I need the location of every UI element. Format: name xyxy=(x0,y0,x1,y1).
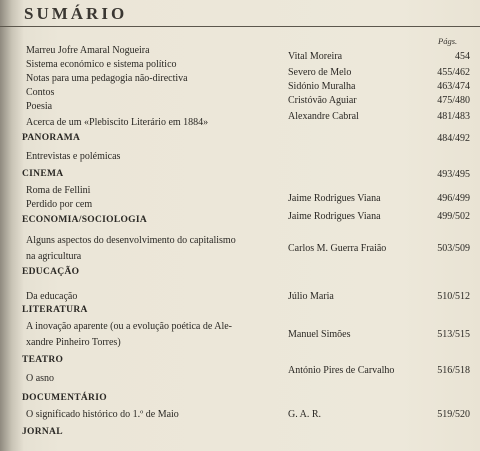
entry-pages: 513/515 xyxy=(437,329,470,340)
toc-entry-row xyxy=(0,234,480,247)
entry-pages: 454 xyxy=(455,51,470,62)
entry-title: Acerca de um «Plebiscito Literário em 1884» xyxy=(26,117,209,128)
entry-author: Carlos M. Guerra Fraião xyxy=(288,243,387,254)
toc-entry-row xyxy=(0,67,480,85)
entry-title: Sistema económico e sistema político xyxy=(26,59,177,70)
section-heading: CINEMA xyxy=(22,169,64,179)
section-heading: DOCUMENTÁRIO xyxy=(22,393,107,403)
toc-entry-row xyxy=(0,290,480,303)
entry-title: xandre Pinheiro Torres) xyxy=(26,337,121,348)
toc-section-row xyxy=(0,211,480,227)
entry-pages: 510/512 xyxy=(437,291,470,302)
entry-pages: 516/518 xyxy=(437,365,470,376)
toc-entry-row xyxy=(0,365,480,385)
page-title: SUMÁRIO xyxy=(24,4,128,23)
entry-title: Poesia xyxy=(26,101,53,112)
toc-section-row xyxy=(0,392,480,405)
title-rule xyxy=(0,26,480,27)
entry-pages: 493/495 xyxy=(437,169,470,180)
toc-entry-row xyxy=(0,111,480,129)
entry-title: A inovação aparente (ou a evolução poética de Ale- xyxy=(26,321,233,332)
entry-author: António Pires de Carvalho xyxy=(288,365,395,376)
entry-author: Jaime Rodrigues Viana xyxy=(288,193,381,204)
entry-author: Júlio Maria xyxy=(288,291,334,302)
entry-pages: 475/480 xyxy=(437,95,470,106)
section-heading: JORNAL xyxy=(22,427,63,437)
toc-entry-row xyxy=(0,408,480,421)
pages-column-label: Págs. xyxy=(438,36,458,46)
entry-pages: 499/502 xyxy=(437,211,470,222)
entry-author: Sidónio Muralha xyxy=(288,81,356,92)
toc-section-row xyxy=(0,266,480,279)
toc-entry-row xyxy=(0,243,480,263)
section-heading: ECONOMIA/SOCIOLOGIA xyxy=(22,215,147,225)
entry-pages: 481/483 xyxy=(437,111,470,122)
toc-entry-row xyxy=(0,184,480,197)
entry-title: Notas para uma pedagogia não-directiva xyxy=(26,73,188,84)
entry-pages: 503/509 xyxy=(437,243,470,254)
entry-title: Marreu Jofre Amaral Nogueira xyxy=(26,45,150,56)
entry-author: G. A. R. xyxy=(288,409,322,420)
entry-author: Alexandre Cabral xyxy=(288,111,359,122)
entry-title: Entrevistas e polémicas xyxy=(26,151,121,162)
toc-entry-row xyxy=(0,95,480,113)
toc-section-row xyxy=(0,354,480,367)
toc-entry-row xyxy=(0,51,480,71)
entry-author: Vital Moreira xyxy=(288,51,343,62)
entry-title: O significado histórico do 1.º de Maio xyxy=(26,409,179,420)
entry-title: Perdido por cem xyxy=(26,199,93,210)
toc-section-row xyxy=(0,132,480,145)
toc-entry-row xyxy=(0,329,480,349)
toc-entry-row xyxy=(0,81,480,99)
entry-title: Da educação xyxy=(26,291,78,302)
entry-title: O asno xyxy=(26,373,55,384)
toc-entry-row xyxy=(0,320,480,333)
toc-entry-row xyxy=(0,193,480,211)
entry-pages: 463/474 xyxy=(437,81,470,92)
section-heading: LITERATURA xyxy=(22,305,88,315)
entry-pages: 484/492 xyxy=(437,133,470,144)
entry-author: Manuel Simões xyxy=(288,329,351,340)
entry-title: Contos xyxy=(26,87,55,98)
toc-section-row xyxy=(0,304,480,317)
toc-entry-row xyxy=(0,44,480,57)
entry-pages: 455/462 xyxy=(437,67,470,78)
section-heading: TEATRO xyxy=(22,355,64,365)
entry-author: Cristóvão Aguiar xyxy=(288,95,357,106)
entry-author: Severo de Melo xyxy=(288,67,352,78)
entry-pages: 496/499 xyxy=(437,193,470,204)
section-heading: EDUCAÇÃO xyxy=(22,267,80,277)
toc-entry-row xyxy=(0,150,480,163)
entry-author: Jaime Rodrigues Viana xyxy=(288,211,381,222)
section-heading: PANORAMA xyxy=(22,133,81,143)
entry-title: Roma de Fellini xyxy=(26,185,91,196)
entry-pages: 519/520 xyxy=(437,409,470,420)
toc-section-row xyxy=(0,426,480,439)
entry-title: na agricultura xyxy=(26,251,82,262)
entry-title: Alguns aspectos do desenvolvimento do capitalismo xyxy=(26,235,236,246)
toc-section-row xyxy=(0,168,480,181)
